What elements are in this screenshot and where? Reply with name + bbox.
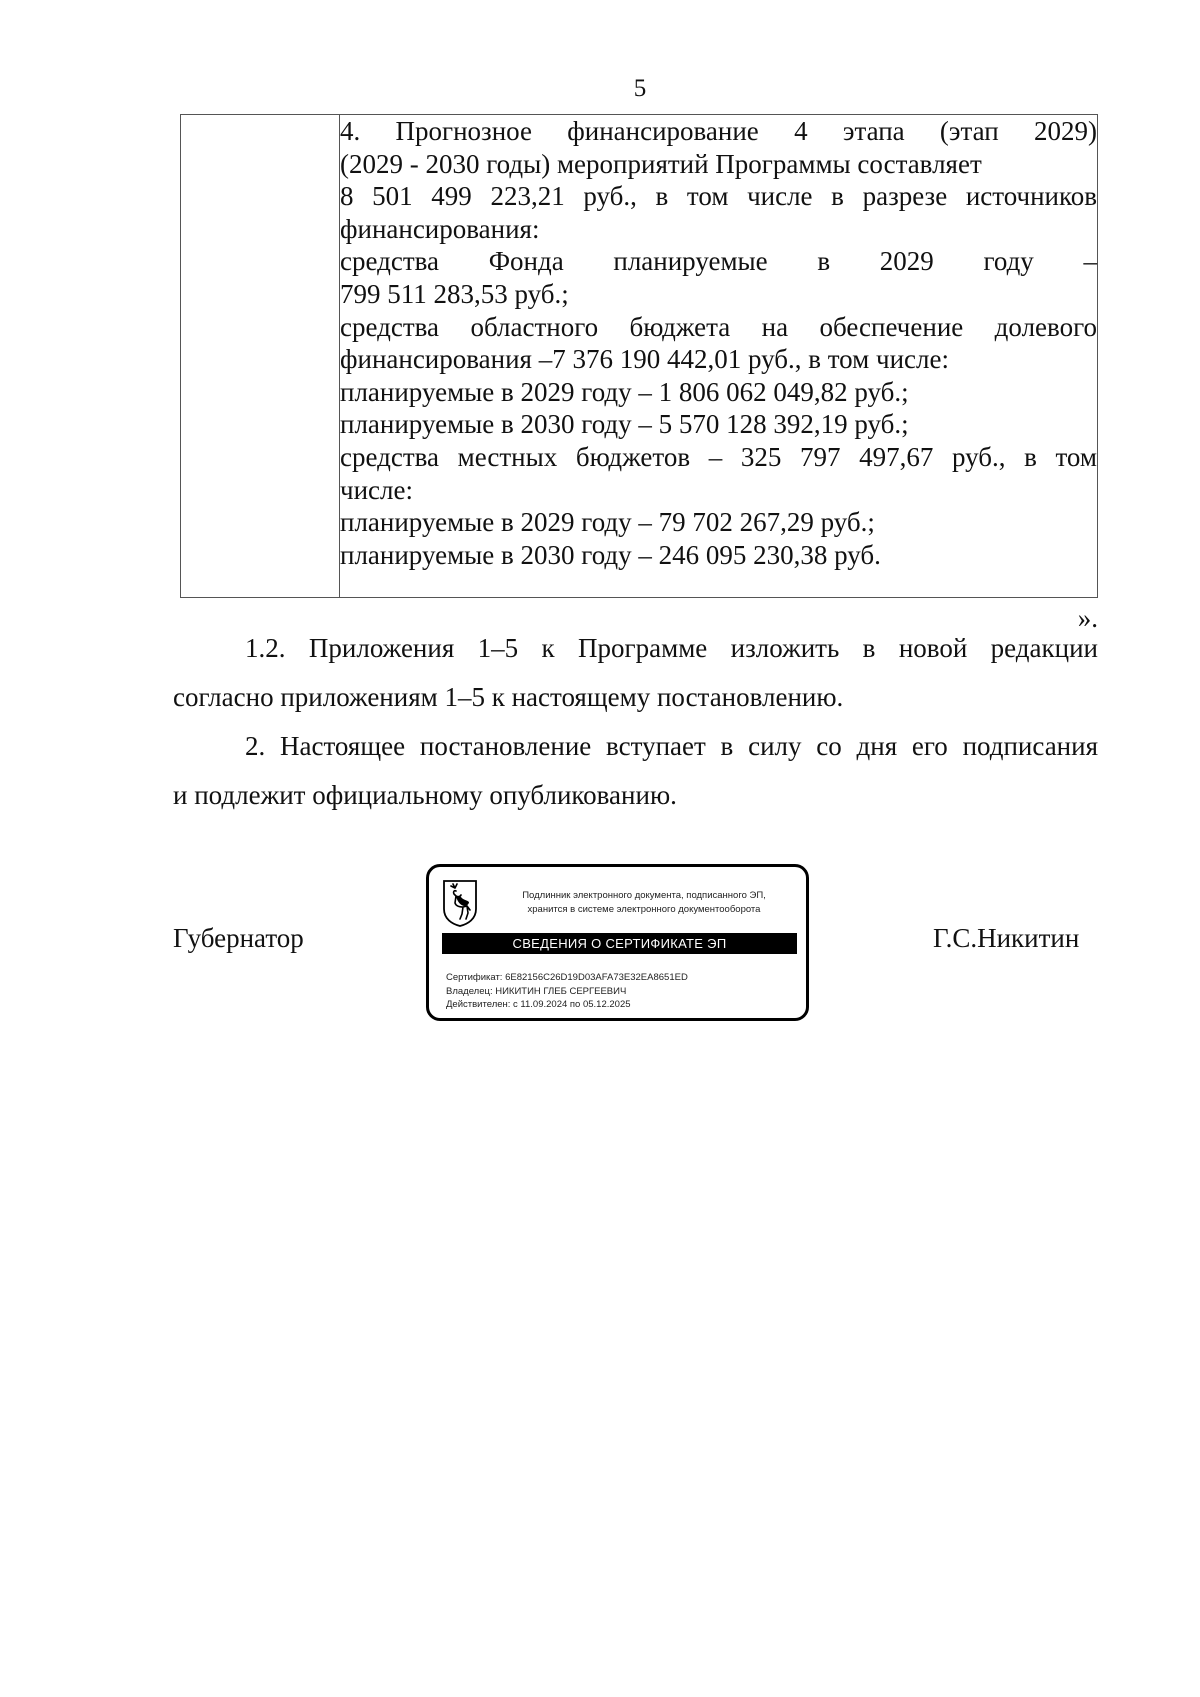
stamp-note-line: хранится в системе электронного документооборота xyxy=(527,904,761,915)
table-row xyxy=(181,115,1098,598)
certificate-owner: Владелец: НИКИТИН ГЛЕБ СЕРГЕЕВИЧ xyxy=(446,985,627,997)
table-text-line: средства областного бюджета на обеспечение долевого xyxy=(340,311,1097,342)
table-text-line: планируемые в 2029 году – 1 806 062 049,82 руб.; xyxy=(340,376,909,407)
signatory-name: Г.С.Никитин xyxy=(933,923,1080,953)
stamp-note-line: Подлинник электронного документа, подписанного ЭП, xyxy=(522,890,766,901)
certificate-number: Сертификат: 6E82156C26D19D03AFA73E32EA8651ED xyxy=(446,972,688,983)
table-text-line: финансирования –7 376 190 442,01 руб., в том числе: xyxy=(340,344,949,375)
paragraph-1-2 xyxy=(173,624,1098,722)
table-text-line: (2029 - 2030 годы) мероприятий Программы составляет xyxy=(340,148,982,179)
table-text-line: планируемые в 2029 году – 79 702 267,29 руб.; xyxy=(340,507,875,538)
stamp-note xyxy=(489,889,799,917)
financing-table xyxy=(180,114,1098,598)
paragraph-line: согласно приложениям 1–5 к настоящему постановлению. xyxy=(173,682,844,712)
page-number: 5 xyxy=(633,75,647,102)
table-left-cell xyxy=(181,115,340,598)
paragraph-2 xyxy=(173,722,1098,820)
table-text-line: средства Фонда планируемые в 2029 году – xyxy=(340,246,1097,277)
table-text-line: 799 511 283,53 руб.; xyxy=(340,278,569,309)
signatory-title: Губернатор xyxy=(173,923,304,953)
paragraph-line: 2. Настоящее постановление вступает в силу со дня его подписания xyxy=(245,731,1098,761)
certificate-banner: СВЕДЕНИЯ О СЕРТИФИКАТЕ ЭП xyxy=(442,933,797,954)
paragraph-line: 1.2. Приложения 1–5 к Программе изложить в новой редакции xyxy=(245,633,1098,663)
deer-coat-of-arms-icon xyxy=(442,879,478,927)
certificate-details xyxy=(446,971,688,1012)
table-text-line: средства местных бюджетов – 325 797 497,67 руб., в том xyxy=(340,441,1097,472)
table-text-line: 4. Прогнозное финансирование 4 этапа (этап 2029) xyxy=(340,116,1097,146)
table-text-line: планируемые в 2030 году – 246 095 230,38 руб. xyxy=(340,539,881,570)
table-text-line: планируемые в 2030 году – 5 570 128 392,19 руб.; xyxy=(340,409,909,440)
closing-quote: ». xyxy=(1077,603,1098,633)
table-text-line: финансирования: xyxy=(340,213,540,244)
table-right-cell xyxy=(340,115,1098,598)
table-text-line: 8 501 499 223,21 руб., в том числе в разрезе источников xyxy=(340,181,1097,212)
electronic-signature-stamp xyxy=(426,864,809,1021)
table-text-line: числе: xyxy=(340,474,413,505)
certificate-validity: Действителен: с 11.09.2024 по 05.12.2025 xyxy=(446,999,631,1010)
paragraph-line: и подлежит официальному опубликованию. xyxy=(173,780,677,810)
